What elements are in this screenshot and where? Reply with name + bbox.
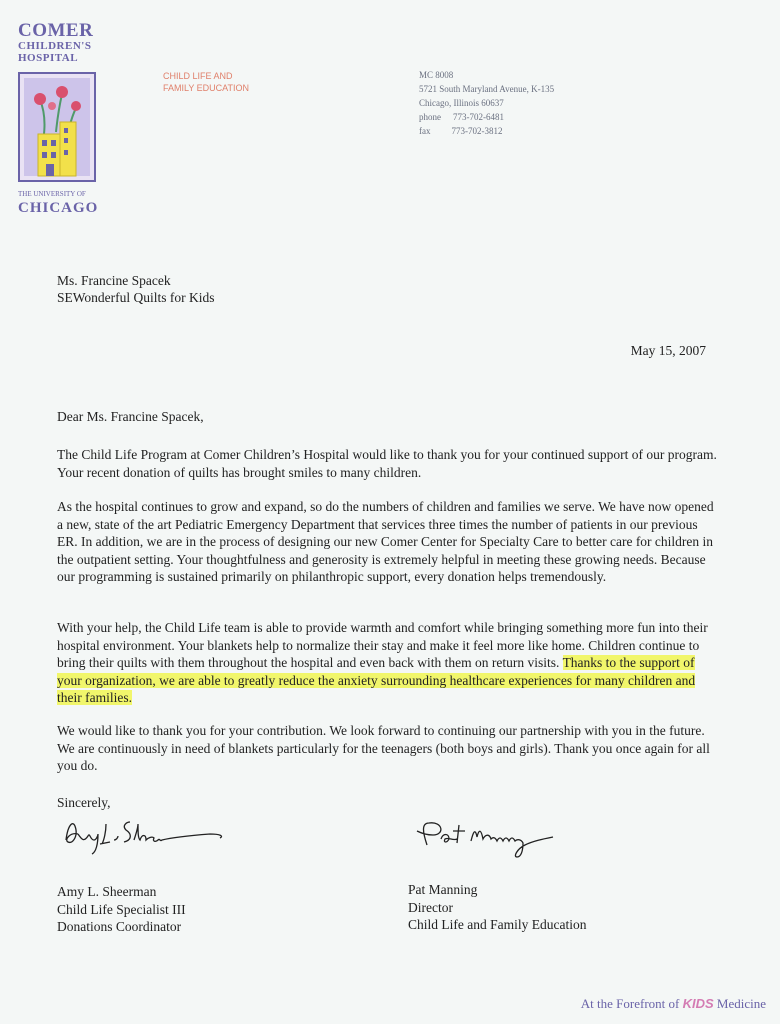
logo-name-line2: CHILDREN'S	[18, 40, 92, 52]
signature-pat-manning	[413, 815, 563, 860]
paragraph-4: We would like to thank you for your contribution. We look forward to continuing our partnership with you in the future. We are continuously in need of blankets particularly for the teenagers (both boys and girls). Thank you once again for all you do.	[57, 723, 710, 773]
logo-name-line1: COMER	[18, 20, 94, 41]
paragraph-3-text: With your help, the Child Life team is able to provide warmth and comfort while bringing something more fun into their hospital environment. Your blankets help to normalize their stay and make it feel more like home. Children continue to bring their quilts with them throughout the hospital and even back with them on return visits.	[57, 620, 708, 670]
recipient-name: Ms. Francine Spacek	[57, 273, 171, 288]
fax-number: 773-702-3812	[451, 126, 503, 136]
signatory-1-name: Amy L. Sheerman	[57, 884, 157, 899]
logo-city-label: CHICAGO	[18, 200, 99, 216]
letter-date: May 15, 2007	[630, 343, 706, 358]
address-street: 5721 South Maryland Avenue, K-135	[419, 84, 555, 94]
address-city: Chicago, Illinois 60637	[419, 98, 504, 108]
footer-kids-wordmark: KIDS	[682, 996, 714, 1011]
department-line2: FAMILY EDUCATION	[163, 83, 250, 93]
signatory-block-2	[408, 881, 586, 934]
signatory-2-name: Pat Manning	[408, 882, 478, 897]
signatory-1-title: Child Life Specialist III	[57, 901, 186, 917]
hospital-logo-illustration	[18, 72, 96, 182]
closing: Sincerely,	[57, 795, 111, 810]
signature-amy-sheerman	[60, 810, 230, 858]
paragraph-3-highlighted-text: Thanks to the support of your organization, we are able to greatly reduce the anxiety surrounding healthcare experiences for many children and their families.	[57, 655, 696, 705]
signatory-block-1	[57, 883, 186, 936]
paragraph-2: As the hospital continues to grow and expand, so do the numbers of children and families we serve. We have now opened a new, state of the art Pediatric Emergency Department that services three times the number of patients in our previous ER. In addition, we are in the process of designing our new Comer Center for Specialty Care to better care for children in the outpatient setting. Your thoughtfulness and generosity is extremely helpful in meeting these growing needs. Because our programming is sustained primarily on philanthropic support, every donation helps tremendously.	[57, 499, 714, 584]
recipient-organization: SEWonderful Quilts for Kids	[57, 290, 215, 305]
logo-university-label: THE UNIVERSITY OF	[18, 190, 86, 198]
footer-tagline	[581, 996, 766, 1012]
address-mailcode: MC 8008	[419, 70, 454, 80]
signatory-1-subtitle: Donations Coordinator	[57, 919, 182, 934]
paragraph-3	[57, 619, 717, 707]
signatory-2-subtitle: Child Life and Family Education	[408, 917, 587, 932]
logo-name-line3: HOSPITAL	[18, 52, 79, 64]
fax-label: fax	[419, 126, 431, 136]
address-fax-row	[419, 124, 554, 138]
salutation: Dear Ms. Francine Spacek,	[57, 409, 204, 424]
paragraph-1: The Child Life Program at Comer Children’s Hospital would like to thank you for your continued support of our program. Your recent donation of quilts has brought smiles to many children.	[57, 447, 717, 480]
department-line1: CHILD LIFE AND	[163, 71, 233, 81]
footer-suffix: Medicine	[713, 996, 766, 1011]
address-block	[419, 68, 554, 138]
signatory-2-title: Director	[408, 899, 453, 915]
phone-label: phone	[419, 112, 441, 122]
footer-prefix: At the Forefront of	[580, 996, 683, 1011]
address-phone-row	[419, 110, 554, 124]
phone-number: 773-702-6481	[453, 112, 504, 122]
